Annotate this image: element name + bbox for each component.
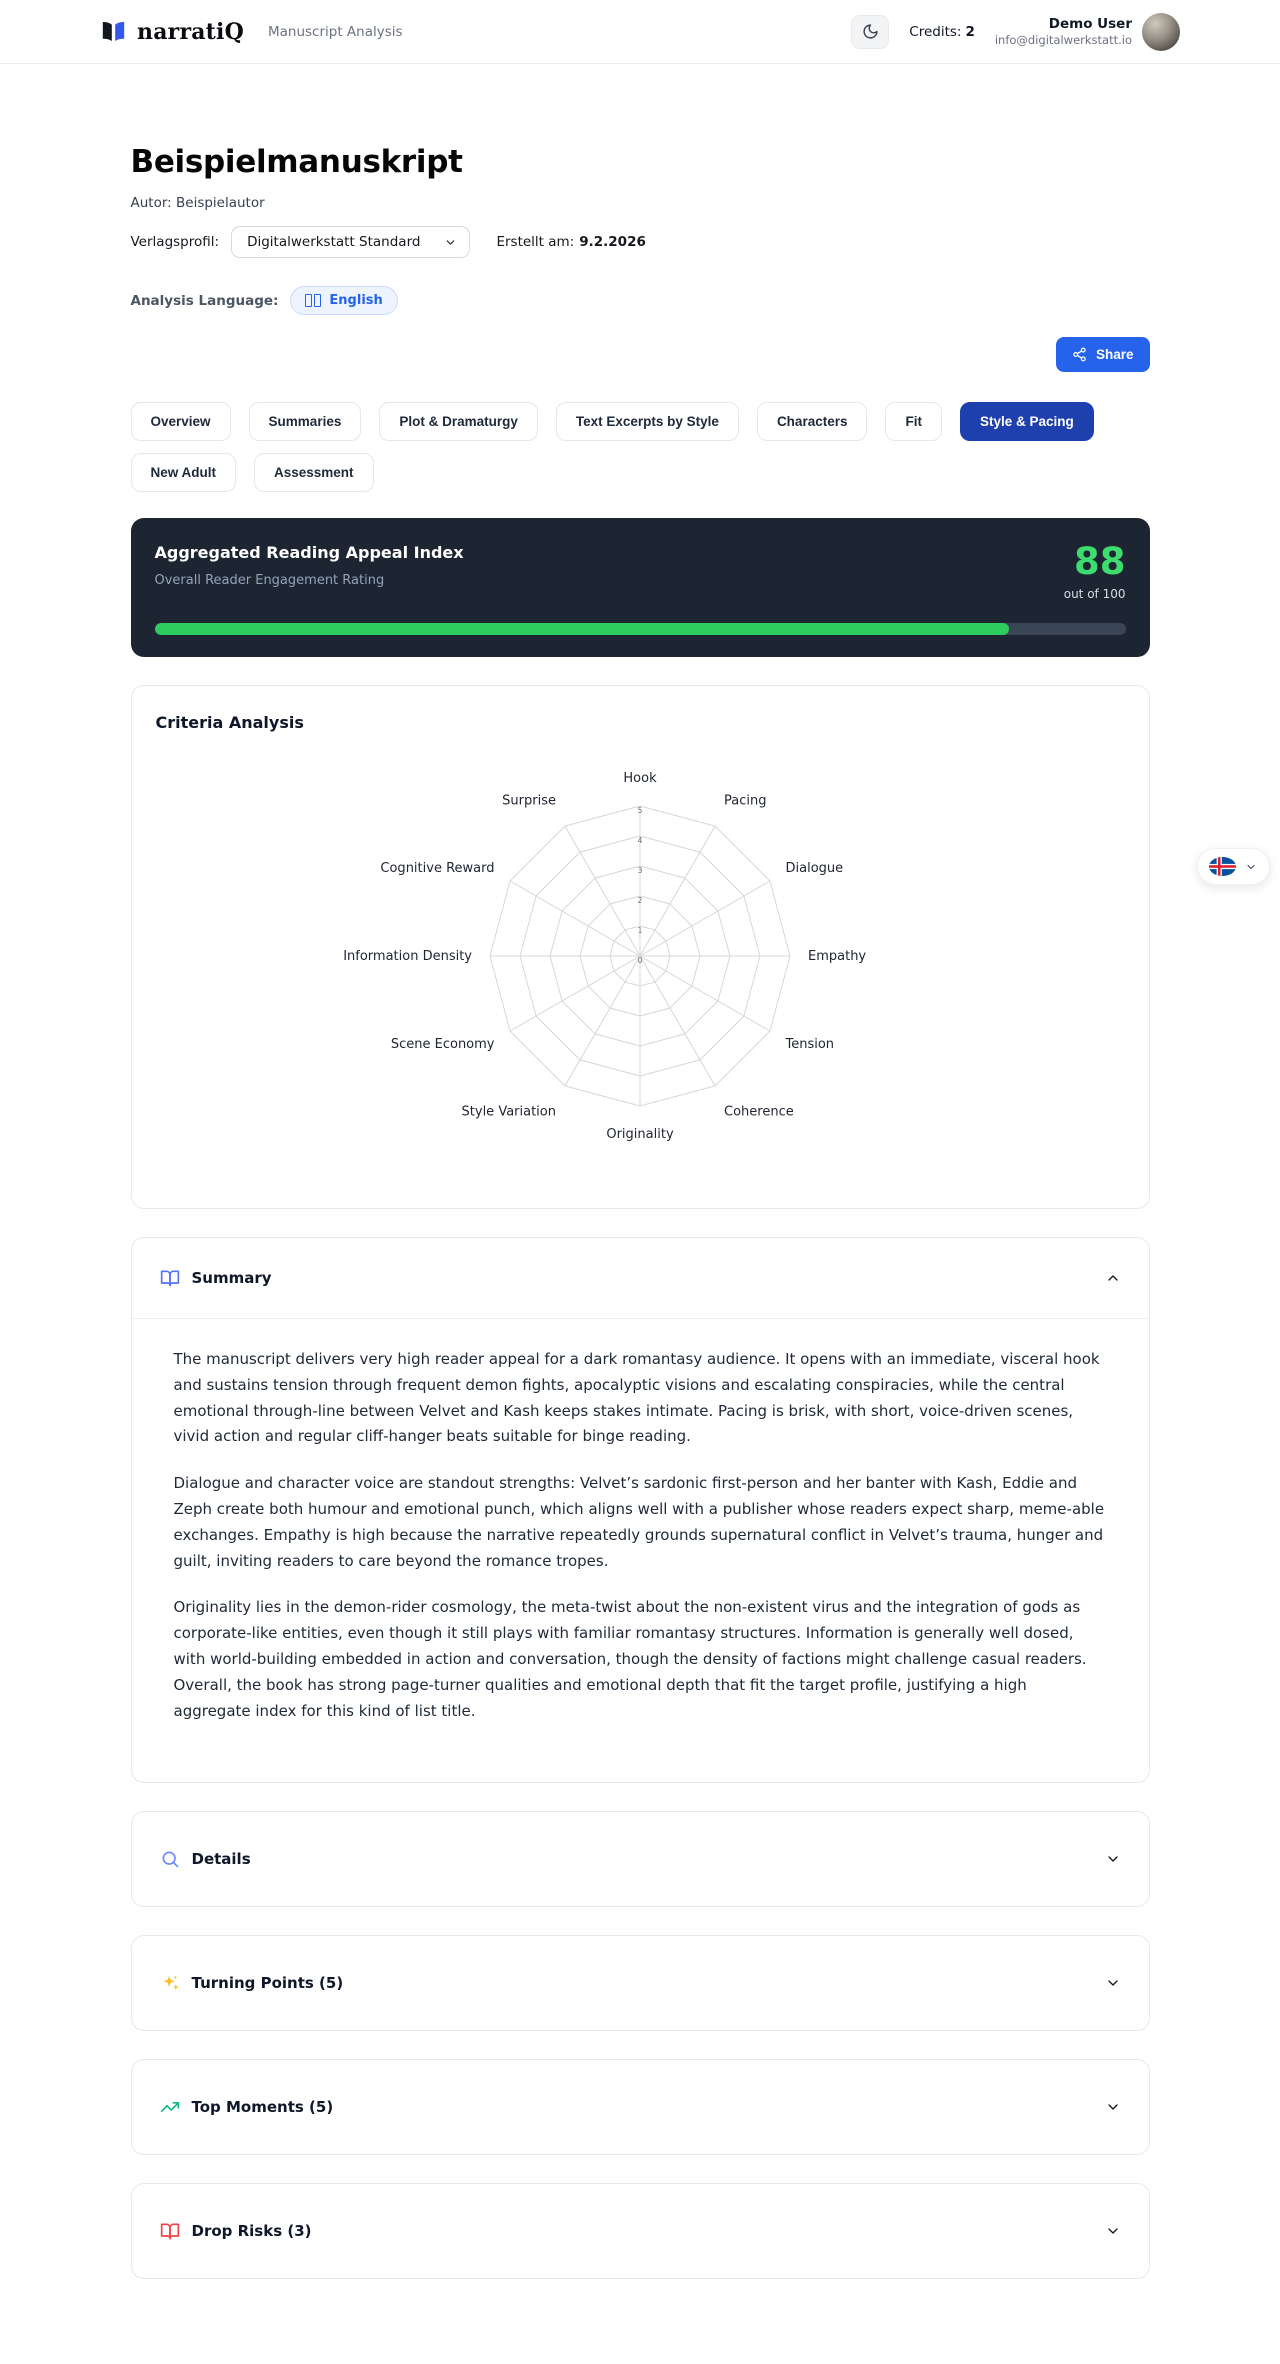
brand-name: narratiQ <box>137 18 244 45</box>
drop-risks-header[interactable] <box>132 2184 1149 2278</box>
app-header <box>0 0 1280 64</box>
svg-text:5: 5 <box>637 806 643 815</box>
tab-summaries[interactable]: Summaries <box>249 402 362 441</box>
svg-text:3: 3 <box>637 866 643 875</box>
chevron-down-icon <box>444 236 457 249</box>
svg-text:0: 0 <box>637 956 643 965</box>
details-header[interactable] <box>132 1812 1149 1906</box>
language-switcher-button[interactable] <box>1197 848 1270 885</box>
summary-header[interactable] <box>132 1238 1149 1318</box>
details-title: Details <box>191 1850 251 1869</box>
radar-axis-label: Style Variation <box>461 1104 556 1120</box>
radar-axis-label: Originality <box>606 1127 674 1142</box>
details-card <box>131 1811 1150 1907</box>
radar-axis-label: Tension <box>785 1037 835 1052</box>
analysis-language-badge[interactable] <box>290 286 397 315</box>
page-title: Beispielmanuskript <box>130 144 463 180</box>
tab-assessment[interactable]: Assessment <box>254 453 374 492</box>
radar-axis-label: Surprise <box>502 793 556 809</box>
turning-points-title: Turning Points (5) <box>191 1974 344 1993</box>
brand <box>100 18 403 45</box>
share-button-label: Share <box>1095 347 1134 362</box>
credits-value: 2 <box>965 23 975 40</box>
credits <box>909 24 975 40</box>
brand-logo-icon <box>100 18 127 45</box>
publisher-profile-label: Verlagsprofil: <box>130 234 220 250</box>
tab-plot-dramaturgy[interactable]: Plot & Dramaturgy <box>379 402 538 441</box>
flag-nordic-icon <box>1209 857 1236 876</box>
user-name: Demo User <box>1048 16 1132 32</box>
chevron-down-icon <box>1105 1975 1121 1991</box>
book-risk-icon <box>160 2221 180 2241</box>
appeal-index-subtitle: Overall Reader Engagement Rating <box>154 573 385 588</box>
radar-axis-label: Dialogue <box>785 861 844 876</box>
tab-characters[interactable]: Characters <box>757 402 868 441</box>
criteria-radar-chart <box>156 744 1125 1176</box>
user-menu <box>995 13 1180 51</box>
criteria-analysis-title: Criteria Analysis <box>155 713 304 732</box>
chevron-up-icon <box>1105 1270 1121 1286</box>
tab-text-excerpts-by-style[interactable]: Text Excerpts by Style <box>556 402 739 441</box>
drop-risks-card <box>131 2183 1150 2279</box>
moon-icon <box>862 23 879 40</box>
radar-axis-label: Coherence <box>724 1104 794 1120</box>
app-subtitle: Manuscript Analysis <box>267 23 403 40</box>
criteria-analysis-card <box>131 685 1150 1209</box>
chevron-down-icon <box>1105 1851 1121 1867</box>
credits-label: Credits: <box>909 23 962 40</box>
chevron-down-icon <box>1105 2223 1121 2239</box>
sparkles-icon <box>160 1973 180 1993</box>
avatar[interactable] <box>1142 13 1180 51</box>
summary-card <box>131 1237 1150 1783</box>
summary-paragraph: The manuscript delivers very high reader appeal for a dark romantasy audience. It opens with an immediate, visceral hook and sustains tension through frequent demon fights, apocalyptic visions and escalating conspiracies, while the central emotional through-line between Velvet and Kash keeps stakes intimate. Pacing is brisk, with short, voice-driven scenes, vivid action and regular cliff-hanger beats suitable for binge reading. <box>173 1350 1100 1446</box>
appeal-index-outof: out of 100 <box>1063 587 1126 601</box>
radar-axis-label: Empathy <box>808 949 867 964</box>
summary-body <box>132 1319 1149 1782</box>
summary-title: Summary <box>191 1269 272 1287</box>
appeal-index-title: Aggregated Reading Appeal Index <box>154 543 464 562</box>
svg-text:4: 4 <box>637 836 643 845</box>
radar-axis-label: Scene Economy <box>390 1037 495 1052</box>
magnifier-icon <box>160 1849 180 1869</box>
radar-axis-label: Cognitive Reward <box>380 861 495 876</box>
tab-style-pacing[interactable]: Style & Pacing <box>960 402 1094 441</box>
trending-up-icon <box>160 2097 180 2117</box>
tab-overview[interactable]: Overview <box>131 402 231 441</box>
svg-text:1: 1 <box>637 926 643 935</box>
open-book-icon <box>160 1268 180 1288</box>
top-moments-title: Top Moments (5) <box>191 2098 334 2117</box>
author-line: Autor: Beispielautor <box>130 195 265 211</box>
top-moments-header[interactable] <box>132 2060 1149 2154</box>
appeal-index-progress-track <box>155 623 1126 635</box>
summary-paragraph: Dialogue and character voice are standout strengths: Velvet’s sardonic first-person and her banter with Kash, Eddie and Zeph create both humour and emotional punch, which aligns well with a publisher whose readers expect sharp, meme-able exchanges. Empathy is high because the narrative repeatedly grounds supernatural conflict in Velvet’s trauma, hunger and guilt, inviting readers to care beyond the romance tropes. <box>173 1474 1105 1570</box>
svg-text:2: 2 <box>637 896 643 905</box>
publisher-profile-value: Digitalwerkstatt Standard <box>247 234 421 250</box>
turning-points-card <box>131 1935 1150 2031</box>
radar-axis-label: Hook <box>623 771 657 786</box>
share-button[interactable] <box>1056 337 1150 372</box>
tab-bar <box>131 402 1150 492</box>
publisher-profile-select[interactable] <box>231 226 470 258</box>
tab-new-adult[interactable]: New Adult <box>131 453 237 492</box>
top-moments-card <box>131 2059 1150 2155</box>
appeal-index-progress-fill <box>155 623 1009 635</box>
user-email: info@digitalwerkstatt.io <box>994 33 1132 47</box>
theme-toggle-button[interactable] <box>851 15 889 49</box>
flag-placeholder-icon <box>305 294 321 307</box>
analysis-language-label: Analysis Language: <box>130 292 279 309</box>
appeal-index-score: 88 <box>1074 540 1126 583</box>
chevron-down-icon <box>1245 861 1257 873</box>
analysis-language-value: English <box>329 293 383 308</box>
turning-points-header[interactable] <box>132 1936 1149 2030</box>
radar-axis-label: Pacing <box>724 793 767 809</box>
tab-fit[interactable]: Fit <box>885 402 942 441</box>
chevron-down-icon <box>1105 2099 1121 2115</box>
created-at-label: Erstellt am: <box>496 234 575 250</box>
radar-axis-label: Information Density <box>343 949 472 964</box>
drop-risks-title: Drop Risks (3) <box>191 2222 312 2241</box>
created-at <box>496 234 645 250</box>
share-icon <box>1072 347 1087 362</box>
summary-paragraph: Originality lies in the demon-rider cosmology, the meta-twist about the non-existent virus and the integration of gods as corporate-like entities, even though it still plays with familiar romantasy structures. Information is generally well dosed, with world-building embedded in action and conversation, though the density of factions might challenge casual readers. Overall, the book has strong page-turner qualities and emotional depth that fit the target profile, justifying a high aggregate index for this kind of list title. <box>173 1598 1087 1720</box>
created-at-value: 9.2.2026 <box>579 234 646 250</box>
appeal-index-card <box>131 518 1150 657</box>
